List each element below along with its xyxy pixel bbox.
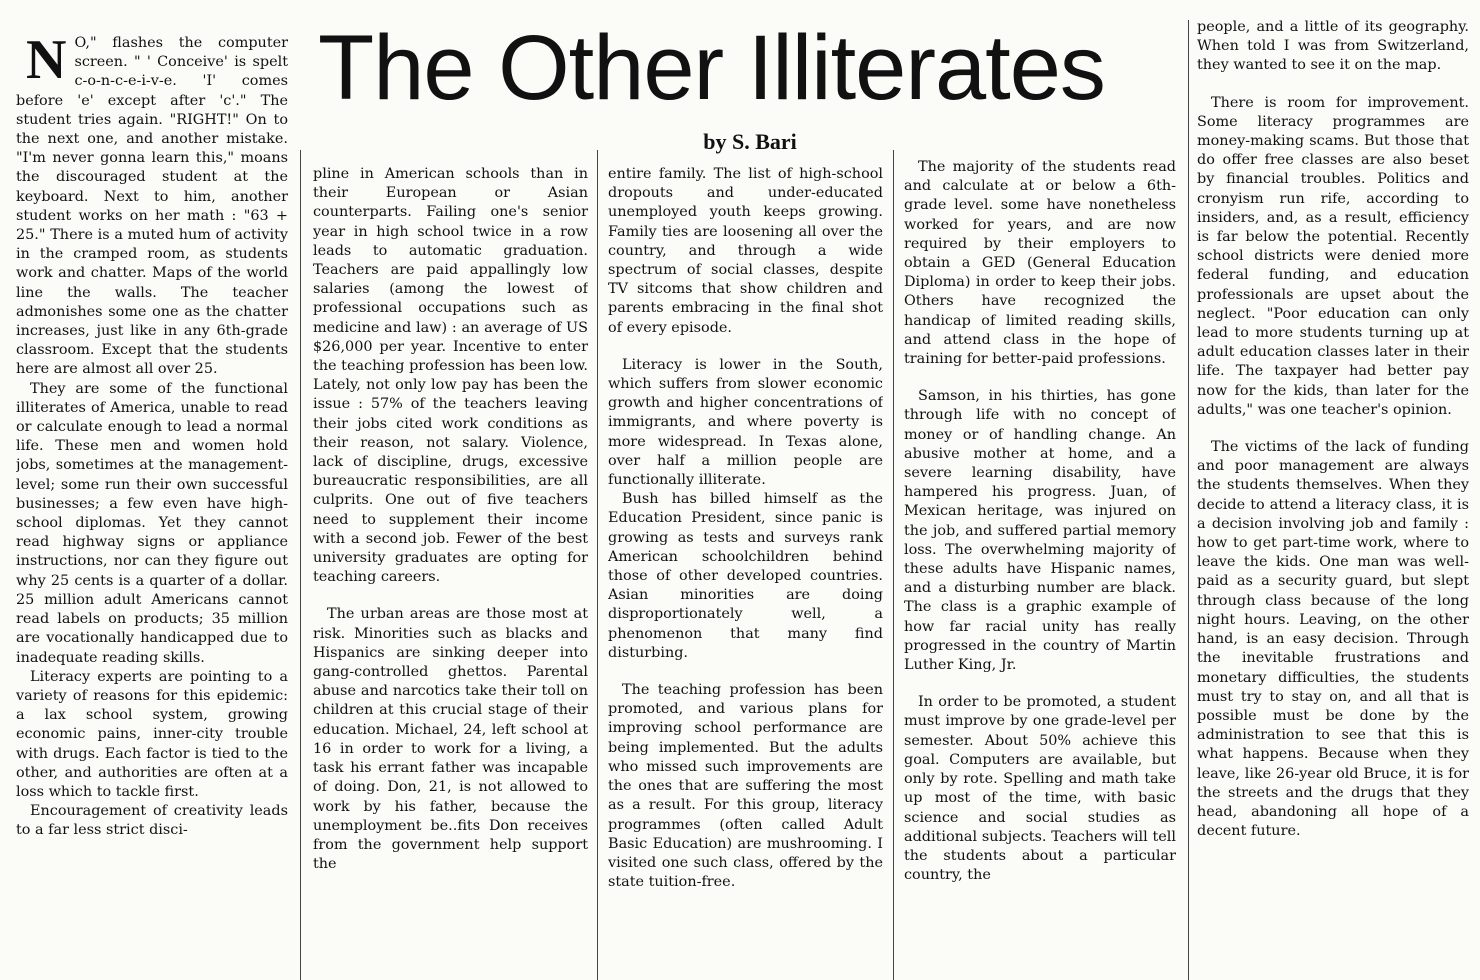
paragraph: The teaching profession has been promoted, and various plans for improving school performance are being implemented. But the adults who missed such improvements are the ones that are suffering the most as a result. For this group, literacy programmes (often called Adult Basic Education) are mushrooming. I visited one such class, offered by the state tuition-free. bbox=[608, 682, 883, 891]
article-column-3 bbox=[608, 165, 883, 980]
paragraph bbox=[16, 34, 288, 380]
paragraph: Encouragement of creativity leads to a far less strict disci- bbox=[16, 803, 288, 839]
paragraph-text: O," flashes the computer screen. " ' Conceive' is spelt c-o-n-c-e-i-v-e. 'I' comes before 'e' except after 'c'." The student tries again. "RIGHT!" On to the next one, and another mistake. "I'm never gonna learn this," moans the discouraged student at the keyboard. Next to him, another student works on her math : "63 + 25." There is a muted hum of activity in the cramped room, as students work and chatter. Maps of the world line the walls. The teacher admonishes some one as the chatter increases, just like in any 6th-grade classroom. Except that the students here are almost all over 25. bbox=[16, 35, 288, 378]
article-column-5 bbox=[1197, 18, 1469, 980]
article-title: The Other Illiterates bbox=[318, 17, 1105, 119]
article-byline: by S. Bari bbox=[703, 129, 797, 154]
column-rule bbox=[893, 150, 894, 980]
paragraph: entire family. The list of high-school dropouts and under-educated unemployed youth keeps growing. Family ties are loosening all over the country, and through a wide spectrum of social classes, despite TV sitcoms that show children and parents embracing in the final shot of every episode. bbox=[608, 166, 883, 336]
paragraph: Literacy is lower in the South, which suffers from slower economic growth and higher concentrations of immigrants, and where poverty is more widespread. In Texas alone, over half a million people are functionally illiterate. bbox=[608, 356, 883, 489]
column-rule bbox=[1188, 20, 1189, 980]
paragraph: people, and a little of its geography. When told I was from Switzerland, they wanted to see it on the map. bbox=[1197, 19, 1469, 74]
paragraph: Literacy experts are pointing to a variety of reasons for this epidemic: a lax school system, growing economic pains, inner-city trouble with drugs. Each factor is tied to the other, and authorities are often at a loss which to tackle first. bbox=[16, 668, 288, 800]
paragraph: There is room for improvement. Some literacy programmes are money-making scams. But those that do offer free classes are also beset by financial troubles. Politics and cronyism run rife, according to insiders, and, as a result, efficiency is far below the potential. Recently school districts were denied more federal funding, and education professionals are upset about the neglect. "Poor education can only lead to more students turning up at adult education classes later in their life. The taxpayer had better pay now for the kids, than later for the adults," was one teacher's opinion. bbox=[1197, 94, 1469, 418]
article-column-4 bbox=[904, 158, 1176, 980]
paragraph: pline in American schools than in their European or Asian counterparts. Failing one's senior year in high school twice in a row leads to automatic graduation. Teachers are paid appallingly low salaries (among the lowest of professional occupations such as medicine and law) : an average of US $26,000 per year. Incentive to enter the teaching profession has been low. Lately, not only low pay has been the issue : 57% of the teachers leaving their jobs cited work conditions as their reason, not salary. Violence, lack of discipline, drugs, excessive bureaucratic responsibilities, are all culprits. One out of five teachers need to supplement their income with a second job. Fewer of the best university graduates are opting for teaching careers. bbox=[313, 166, 588, 586]
paragraph: Bush has billed himself as the Education President, since panic is growing as tests and surveys rank American schoolchildren behind those of other developed countries. Asian minorities are doing disproportionately well, a phenomenon that many find disturbing. bbox=[608, 491, 883, 661]
article-column-1 bbox=[16, 34, 288, 980]
paragraph: The majority of the students read and calculate at or below a 6th-grade level. some have nonetheless worked for years, and are now required by their employers to obtain a GED (General Education Diploma) in order to keep their jobs. Others have recognized the handicap of limited reading skills, and attend class in the hope of training for better-paid professions. bbox=[904, 159, 1176, 368]
paragraph: The victims of the lack of funding and poor management are always the students themselves. When they decide to attend a literacy class, it is a decision involving job and family : how to get part-time work, where to leave the kids. One man was well-paid as a security guard, but slept through class because of the long night hours. Leaving, on the other hand, is an easy decision. Through the inevitable frustrations and monetary difficulties, the students must try to stay on, and all that is possible must be done by the administration to see that this is what happens. Because when they leave, like 26-year old Bruce, it is for the streets and the drugs that they head, abandoning all hope of a decent future. bbox=[1197, 439, 1469, 840]
paragraph: Samson, in his thirties, has gone through life with no concept of money or of handling change. An abusive mother at home, and a severe learning disability, have hampered his progress. Juan, of Mexican heritage, was injured on the job, and suffered partial memory loss. The overwhelming majority of these adults have Hispanic names, and a disturbing number are black. The class is a graphic example of how far racial unity has really progressed in the country of Martin Luther King, Jr. bbox=[904, 388, 1176, 674]
article-column-2 bbox=[313, 165, 588, 980]
paragraph: They are some of the functional illiterates of America, unable to read or calculate enough to lead a normal life. These men and women hold jobs, sometimes at the management-level; some run their own successful businesses; a few even have high-school diplomas. Yet they cannot read highway signs or appliance instructions, nor can they figure out why 25 cents is a quarter of a dollar. 25 million adult Americans cannot read labels on products; 35 million are vocationally handicapped due to inadequate reading skills. bbox=[16, 380, 288, 666]
drop-cap: N bbox=[26, 34, 67, 91]
paragraph: In order to be promoted, a student must improve by one grade-level per semester. About 50% achieve this goal. Computers are available, but only by rote. Spelling and math take up most of the time, with basic science and social studies as additional subjects. Teachers will tell the students about a particular country, the bbox=[904, 694, 1176, 884]
column-rule bbox=[300, 150, 301, 980]
column-rule bbox=[597, 150, 598, 980]
paragraph: The urban areas are those most at risk. Minorities such as blacks and Hispanics are sinking deeper into gang-controlled ghettos. Parental abuse and narcotics take their toll on children at this crucial stage of their education. Michael, 24, left school at 16 in order to work for a living, a task his errant father was incapable of doing. Don, 21, is not allowed to work by his father, because the unemployment be..fits Don receives from the government help support the bbox=[313, 606, 588, 873]
